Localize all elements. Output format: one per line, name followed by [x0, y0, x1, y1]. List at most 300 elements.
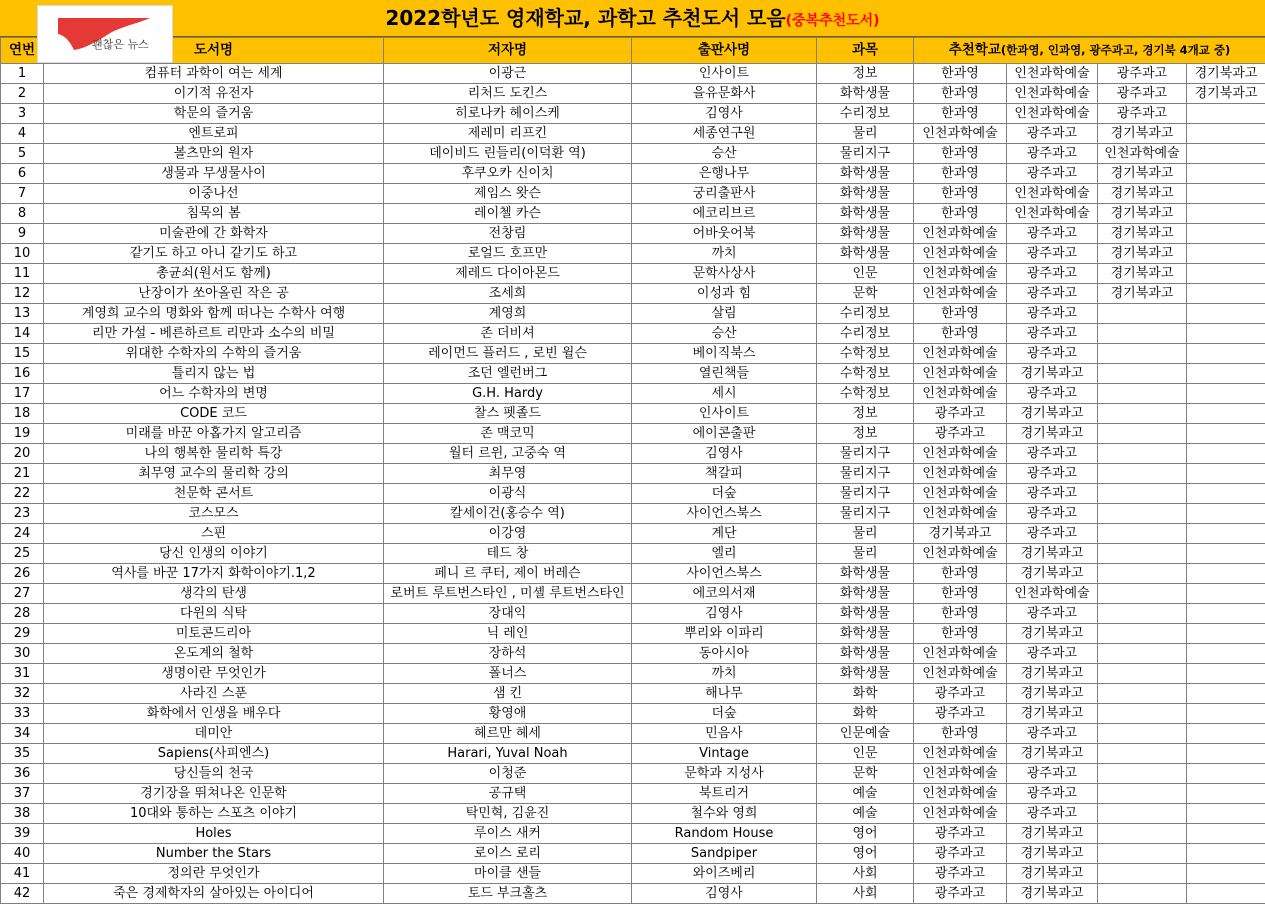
cell-school-4[interactable]: [1187, 264, 1265, 284]
cell-num[interactable]: 26: [1, 564, 44, 584]
cell-school-4[interactable]: [1187, 664, 1265, 684]
cell-author[interactable]: Harari, Yuval Noah: [384, 744, 632, 764]
cell-subject[interactable]: 물리지구: [817, 504, 914, 524]
cell-school-4[interactable]: [1187, 844, 1265, 864]
cell-school-1[interactable]: 인천과학예술: [914, 364, 1007, 384]
cell-author[interactable]: G.H. Hardy: [384, 384, 632, 404]
cell-title[interactable]: 10대와 통하는 스포츠 이야기: [44, 804, 384, 824]
cell-school-1[interactable]: 한과영: [914, 724, 1007, 744]
cell-school-2[interactable]: 광주과고: [1007, 284, 1098, 304]
cell-school-1[interactable]: 광주과고: [914, 884, 1007, 904]
cell-school-3[interactable]: [1098, 504, 1187, 524]
cell-publisher[interactable]: 세시: [632, 384, 817, 404]
cell-subject[interactable]: 수학정보: [817, 384, 914, 404]
cell-publisher[interactable]: 에이콘출판: [632, 424, 817, 444]
cell-title[interactable]: 학문의 즐거움: [44, 104, 384, 124]
cell-school-3[interactable]: [1098, 544, 1187, 564]
cell-school-3[interactable]: [1098, 364, 1187, 384]
cell-school-2[interactable]: 광주과고: [1007, 264, 1098, 284]
cell-title[interactable]: 생각의 탄생: [44, 584, 384, 604]
cell-num[interactable]: 18: [1, 404, 44, 424]
cell-school-1[interactable]: 광주과고: [914, 844, 1007, 864]
cell-school-2[interactable]: 광주과고: [1007, 484, 1098, 504]
cell-subject[interactable]: 물리: [817, 524, 914, 544]
cell-school-3[interactable]: 광주과고: [1098, 104, 1187, 124]
cell-title[interactable]: 최무영 교수의 물리학 강의: [44, 464, 384, 484]
cell-school-4[interactable]: [1187, 724, 1265, 744]
cell-num[interactable]: 14: [1, 324, 44, 344]
cell-school-1[interactable]: 인천과학예술: [914, 384, 1007, 404]
cell-num[interactable]: 30: [1, 644, 44, 664]
cell-title[interactable]: 스핀: [44, 524, 384, 544]
cell-subject[interactable]: 화학생물: [817, 604, 914, 624]
cell-num[interactable]: 21: [1, 464, 44, 484]
cell-school-2[interactable]: 경기북과고: [1007, 704, 1098, 724]
cell-title[interactable]: 틀리지 않는 법: [44, 364, 384, 384]
cell-publisher[interactable]: 김영사: [632, 604, 817, 624]
cell-publisher[interactable]: 민음사: [632, 724, 817, 744]
cell-school-3[interactable]: [1098, 304, 1187, 324]
cell-school-2[interactable]: 인천과학예술: [1007, 584, 1098, 604]
cell-school-1[interactable]: 한과영: [914, 144, 1007, 164]
cell-school-1[interactable]: 경기북과고: [914, 524, 1007, 544]
cell-publisher[interactable]: 을유문화사: [632, 84, 817, 104]
cell-school-3[interactable]: [1098, 784, 1187, 804]
cell-school-4[interactable]: [1187, 544, 1265, 564]
cell-title[interactable]: 천문학 콘서트: [44, 484, 384, 504]
cell-author[interactable]: 헤르만 헤세: [384, 724, 632, 744]
cell-school-1[interactable]: 한과영: [914, 64, 1007, 84]
cell-school-3[interactable]: 경기북과고: [1098, 204, 1187, 224]
cell-publisher[interactable]: 세종연구원: [632, 124, 817, 144]
cell-school-2[interactable]: 광주과고: [1007, 244, 1098, 264]
cell-num[interactable]: 38: [1, 804, 44, 824]
cell-school-1[interactable]: 인천과학예술: [914, 344, 1007, 364]
cell-school-3[interactable]: [1098, 484, 1187, 504]
cell-school-4[interactable]: 경기북과고: [1187, 64, 1265, 84]
cell-school-1[interactable]: 인천과학예술: [914, 124, 1007, 144]
cell-author[interactable]: 후쿠오카 신이치: [384, 164, 632, 184]
cell-publisher[interactable]: 이성과 힘: [632, 284, 817, 304]
cell-num[interactable]: 20: [1, 444, 44, 464]
cell-school-3[interactable]: [1098, 724, 1187, 744]
cell-school-4[interactable]: [1187, 524, 1265, 544]
cell-school-1[interactable]: 인천과학예술: [914, 464, 1007, 484]
cell-num[interactable]: 2: [1, 84, 44, 104]
cell-school-3[interactable]: 경기북과고: [1098, 124, 1187, 144]
cell-school-3[interactable]: [1098, 384, 1187, 404]
cell-school-2[interactable]: 인천과학예술: [1007, 64, 1098, 84]
cell-title[interactable]: 계영희 교수의 명화와 함께 떠나는 수학사 여행: [44, 304, 384, 324]
cell-author[interactable]: 히로나카 헤이스케: [384, 104, 632, 124]
cell-school-4[interactable]: [1187, 484, 1265, 504]
cell-school-3[interactable]: [1098, 564, 1187, 584]
cell-school-1[interactable]: 광주과고: [914, 704, 1007, 724]
cell-school-4[interactable]: [1187, 304, 1265, 324]
cell-school-3[interactable]: [1098, 404, 1187, 424]
cell-title[interactable]: 데미안: [44, 724, 384, 744]
cell-title[interactable]: 죽은 경제학자의 살아있는 아이디어: [44, 884, 384, 904]
cell-num[interactable]: 28: [1, 604, 44, 624]
cell-author[interactable]: 조세희: [384, 284, 632, 304]
cell-school-2[interactable]: 광주과고: [1007, 804, 1098, 824]
cell-school-2[interactable]: 인천과학예술: [1007, 184, 1098, 204]
cell-title[interactable]: 코스모스: [44, 504, 384, 524]
cell-school-1[interactable]: 한과영: [914, 624, 1007, 644]
cell-author[interactable]: 로얼드 호프만: [384, 244, 632, 264]
cell-title[interactable]: 침묵의 봄: [44, 204, 384, 224]
cell-school-3[interactable]: [1098, 524, 1187, 544]
cell-author[interactable]: 레이첼 카슨: [384, 204, 632, 224]
cell-num[interactable]: 29: [1, 624, 44, 644]
cell-school-3[interactable]: [1098, 444, 1187, 464]
cell-num[interactable]: 1: [1, 64, 44, 84]
cell-school-1[interactable]: 인천과학예술: [914, 484, 1007, 504]
cell-school-1[interactable]: 인천과학예술: [914, 744, 1007, 764]
cell-author[interactable]: 로이스 로리: [384, 844, 632, 864]
cell-subject[interactable]: 영어: [817, 844, 914, 864]
cell-publisher[interactable]: 책갈피: [632, 464, 817, 484]
cell-school-1[interactable]: 광주과고: [914, 404, 1007, 424]
cell-num[interactable]: 17: [1, 384, 44, 404]
cell-publisher[interactable]: 김영사: [632, 444, 817, 464]
cell-publisher[interactable]: 해나무: [632, 684, 817, 704]
cell-school-3[interactable]: 광주과고: [1098, 84, 1187, 104]
cell-author[interactable]: 이강영: [384, 524, 632, 544]
cell-author[interactable]: 장하석: [384, 644, 632, 664]
cell-author[interactable]: 레이먼드 플러드 , 로빈 윌슨: [384, 344, 632, 364]
cell-school-4[interactable]: [1187, 744, 1265, 764]
cell-subject[interactable]: 인문예술: [817, 724, 914, 744]
cell-author[interactable]: 최무영: [384, 464, 632, 484]
cell-subject[interactable]: 문학: [817, 764, 914, 784]
cell-school-2[interactable]: 광주과고: [1007, 524, 1098, 544]
cell-school-2[interactable]: 경기북과고: [1007, 824, 1098, 844]
cell-subject[interactable]: 사회: [817, 864, 914, 884]
cell-subject[interactable]: 물리지구: [817, 144, 914, 164]
cell-publisher[interactable]: 까치: [632, 664, 817, 684]
cell-publisher[interactable]: 뿌리와 이파리: [632, 624, 817, 644]
cell-school-4[interactable]: 경기북과고: [1187, 84, 1265, 104]
cell-num[interactable]: 11: [1, 264, 44, 284]
cell-title[interactable]: 경기장을 뛰쳐나온 인문학: [44, 784, 384, 804]
cell-subject[interactable]: 수리정보: [817, 104, 914, 124]
cell-school-3[interactable]: [1098, 644, 1187, 664]
cell-num[interactable]: 23: [1, 504, 44, 524]
cell-school-3[interactable]: [1098, 344, 1187, 364]
cell-subject[interactable]: 수리정보: [817, 304, 914, 324]
cell-title[interactable]: 당신 인생의 이야기: [44, 544, 384, 564]
cell-school-3[interactable]: [1098, 584, 1187, 604]
cell-author[interactable]: 이광근: [384, 64, 632, 84]
cell-author[interactable]: 이광식: [384, 484, 632, 504]
cell-school-4[interactable]: [1187, 564, 1265, 584]
cell-subject[interactable]: 수학정보: [817, 344, 914, 364]
cell-publisher[interactable]: 더숲: [632, 484, 817, 504]
cell-subject[interactable]: 화학생물: [817, 224, 914, 244]
cell-school-2[interactable]: 광주과고: [1007, 224, 1098, 244]
cell-title[interactable]: 역사를 바꾼 17가지 화학이야기.1,2: [44, 564, 384, 584]
cell-publisher[interactable]: Sandpiper: [632, 844, 817, 864]
cell-school-2[interactable]: 경기북과고: [1007, 424, 1098, 444]
cell-publisher[interactable]: 더숲: [632, 704, 817, 724]
cell-subject[interactable]: 화학: [817, 684, 914, 704]
cell-subject[interactable]: 수학정보: [817, 364, 914, 384]
cell-title[interactable]: 같기도 하고 아니 같기도 하고: [44, 244, 384, 264]
cell-author[interactable]: 탁민혁, 김윤진: [384, 804, 632, 824]
cell-school-1[interactable]: 인천과학예술: [914, 664, 1007, 684]
cell-subject[interactable]: 화학생물: [817, 664, 914, 684]
cell-subject[interactable]: 화학생물: [817, 184, 914, 204]
cell-school-1[interactable]: 인천과학예술: [914, 764, 1007, 784]
cell-school-1[interactable]: 인천과학예술: [914, 544, 1007, 564]
cell-num[interactable]: 13: [1, 304, 44, 324]
cell-school-1[interactable]: 인천과학예술: [914, 444, 1007, 464]
cell-school-4[interactable]: [1187, 364, 1265, 384]
cell-school-4[interactable]: [1187, 624, 1265, 644]
cell-school-1[interactable]: 인천과학예술: [914, 284, 1007, 304]
cell-author[interactable]: 존 맥코믹: [384, 424, 632, 444]
cell-school-3[interactable]: [1098, 684, 1187, 704]
cell-author[interactable]: 토드 부크홀츠: [384, 884, 632, 904]
cell-author[interactable]: 로버트 루트번스타인 , 미셸 루트번스타인: [384, 584, 632, 604]
cell-publisher[interactable]: 김영사: [632, 884, 817, 904]
cell-school-3[interactable]: [1098, 324, 1187, 344]
cell-school-1[interactable]: 한과영: [914, 564, 1007, 584]
cell-school-3[interactable]: 경기북과고: [1098, 284, 1187, 304]
cell-school-3[interactable]: [1098, 464, 1187, 484]
cell-school-4[interactable]: [1187, 584, 1265, 604]
cell-school-2[interactable]: 광주과고: [1007, 464, 1098, 484]
cell-title[interactable]: CODE 코드: [44, 404, 384, 424]
cell-school-4[interactable]: [1187, 464, 1265, 484]
cell-school-2[interactable]: 광주과고: [1007, 444, 1098, 464]
cell-school-3[interactable]: 인천과학예술: [1098, 144, 1187, 164]
cell-school-2[interactable]: 광주과고: [1007, 164, 1098, 184]
cell-publisher[interactable]: 은행나무: [632, 164, 817, 184]
cell-school-4[interactable]: [1187, 324, 1265, 344]
cell-school-1[interactable]: 광주과고: [914, 824, 1007, 844]
cell-school-4[interactable]: [1187, 144, 1265, 164]
cell-title[interactable]: 생명이란 무엇인가: [44, 664, 384, 684]
cell-school-4[interactable]: [1187, 704, 1265, 724]
cell-num[interactable]: 32: [1, 684, 44, 704]
cell-school-2[interactable]: 경기북과고: [1007, 684, 1098, 704]
cell-school-1[interactable]: 광주과고: [914, 424, 1007, 444]
cell-publisher[interactable]: 문학사상사: [632, 264, 817, 284]
cell-school-1[interactable]: 인천과학예술: [914, 264, 1007, 284]
cell-author[interactable]: 존 더비셔: [384, 324, 632, 344]
cell-school-2[interactable]: 광주과고: [1007, 304, 1098, 324]
cell-title[interactable]: 화학에서 인생을 배우다: [44, 704, 384, 724]
cell-title[interactable]: 볼츠만의 원자: [44, 144, 384, 164]
cell-num[interactable]: 25: [1, 544, 44, 564]
cell-school-4[interactable]: [1187, 784, 1265, 804]
cell-publisher[interactable]: 와이즈베리: [632, 864, 817, 884]
cell-author[interactable]: 장대익: [384, 604, 632, 624]
cell-school-1[interactable]: 한과영: [914, 84, 1007, 104]
cell-publisher[interactable]: 살림: [632, 304, 817, 324]
cell-school-4[interactable]: [1187, 124, 1265, 144]
cell-publisher[interactable]: 인사이트: [632, 64, 817, 84]
cell-school-3[interactable]: [1098, 804, 1187, 824]
cell-school-4[interactable]: [1187, 824, 1265, 844]
cell-school-2[interactable]: 경기북과고: [1007, 884, 1098, 904]
cell-subject[interactable]: 사회: [817, 884, 914, 904]
cell-subject[interactable]: 물리: [817, 124, 914, 144]
cell-school-4[interactable]: [1187, 884, 1265, 904]
cell-school-4[interactable]: [1187, 384, 1265, 404]
cell-school-3[interactable]: 경기북과고: [1098, 264, 1187, 284]
cell-author[interactable]: 마이클 샌들: [384, 864, 632, 884]
cell-school-1[interactable]: 한과영: [914, 324, 1007, 344]
cell-num[interactable]: 42: [1, 884, 44, 904]
cell-school-4[interactable]: [1187, 404, 1265, 424]
cell-author[interactable]: 이청준: [384, 764, 632, 784]
cell-title[interactable]: Number the Stars: [44, 844, 384, 864]
cell-num[interactable]: 10: [1, 244, 44, 264]
cell-author[interactable]: 전창림: [384, 224, 632, 244]
cell-title[interactable]: 나의 행복한 물리학 특강: [44, 444, 384, 464]
cell-school-1[interactable]: 인천과학예술: [914, 244, 1007, 264]
cell-school-2[interactable]: 광주과고: [1007, 144, 1098, 164]
cell-school-2[interactable]: 경기북과고: [1007, 564, 1098, 584]
cell-num[interactable]: 41: [1, 864, 44, 884]
cell-title[interactable]: 미토콘드리아: [44, 624, 384, 644]
cell-school-2[interactable]: 광주과고: [1007, 644, 1098, 664]
cell-subject[interactable]: 화학생물: [817, 84, 914, 104]
cell-title[interactable]: Sapiens(사피엔스): [44, 744, 384, 764]
cell-school-3[interactable]: 경기북과고: [1098, 244, 1187, 264]
cell-subject[interactable]: 인문: [817, 744, 914, 764]
cell-subject[interactable]: 예술: [817, 804, 914, 824]
cell-title[interactable]: 미래를 바꾼 아홉가지 알고리즘: [44, 424, 384, 444]
cell-num[interactable]: 33: [1, 704, 44, 724]
cell-school-4[interactable]: [1187, 424, 1265, 444]
cell-school-4[interactable]: [1187, 224, 1265, 244]
cell-num[interactable]: 31: [1, 664, 44, 684]
cell-publisher[interactable]: 북트리거: [632, 784, 817, 804]
cell-subject[interactable]: 문학: [817, 284, 914, 304]
cell-school-2[interactable]: 인천과학예술: [1007, 84, 1098, 104]
cell-author[interactable]: 계영희: [384, 304, 632, 324]
cell-author[interactable]: 폴너스: [384, 664, 632, 684]
cell-school-2[interactable]: 광주과고: [1007, 604, 1098, 624]
cell-school-4[interactable]: [1187, 504, 1265, 524]
cell-title[interactable]: 다윈의 식탁: [44, 604, 384, 624]
cell-school-4[interactable]: [1187, 764, 1265, 784]
cell-num[interactable]: 35: [1, 744, 44, 764]
cell-publisher[interactable]: 승산: [632, 144, 817, 164]
cell-subject[interactable]: 정보: [817, 64, 914, 84]
cell-publisher[interactable]: Random House: [632, 824, 817, 844]
cell-num[interactable]: 37: [1, 784, 44, 804]
cell-subject[interactable]: 수리정보: [817, 324, 914, 344]
cell-num[interactable]: 4: [1, 124, 44, 144]
cell-school-4[interactable]: [1187, 184, 1265, 204]
cell-author[interactable]: 제임스 왓슨: [384, 184, 632, 204]
cell-school-2[interactable]: 경기북과고: [1007, 664, 1098, 684]
cell-subject[interactable]: 영어: [817, 824, 914, 844]
cell-school-2[interactable]: 광주과고: [1007, 764, 1098, 784]
cell-school-4[interactable]: [1187, 684, 1265, 704]
cell-school-1[interactable]: 한과영: [914, 164, 1007, 184]
cell-num[interactable]: 34: [1, 724, 44, 744]
cell-author[interactable]: 리처드 도킨스: [384, 84, 632, 104]
cell-num[interactable]: 15: [1, 344, 44, 364]
cell-author[interactable]: 페니 르 쿠터, 제이 버레슨: [384, 564, 632, 584]
cell-title[interactable]: 난장이가 쏘아올린 작은 공: [44, 284, 384, 304]
cell-author[interactable]: 공규택: [384, 784, 632, 804]
cell-publisher[interactable]: 김영사: [632, 104, 817, 124]
cell-school-4[interactable]: [1187, 644, 1265, 664]
cell-school-1[interactable]: 인천과학예술: [914, 784, 1007, 804]
cell-publisher[interactable]: Vintage: [632, 744, 817, 764]
cell-school-1[interactable]: 광주과고: [914, 864, 1007, 884]
cell-publisher[interactable]: 베이직북스: [632, 344, 817, 364]
cell-school-4[interactable]: [1187, 164, 1265, 184]
cell-subject[interactable]: 물리지구: [817, 444, 914, 464]
cell-school-3[interactable]: 경기북과고: [1098, 224, 1187, 244]
cell-num[interactable]: 22: [1, 484, 44, 504]
cell-school-4[interactable]: [1187, 284, 1265, 304]
cell-school-2[interactable]: 광주과고: [1007, 344, 1098, 364]
cell-school-4[interactable]: [1187, 604, 1265, 624]
cell-school-2[interactable]: 경기북과고: [1007, 844, 1098, 864]
cell-school-4[interactable]: [1187, 344, 1265, 364]
cell-subject[interactable]: 화학생물: [817, 624, 914, 644]
cell-author[interactable]: 제레드 다이아몬드: [384, 264, 632, 284]
cell-title[interactable]: 생물과 무생물사이: [44, 164, 384, 184]
cell-publisher[interactable]: 엘리: [632, 544, 817, 564]
cell-subject[interactable]: 화학생물: [817, 644, 914, 664]
cell-author[interactable]: 루이스 새커: [384, 824, 632, 844]
cell-author[interactable]: 칼세이건(홍승수 역): [384, 504, 632, 524]
cell-subject[interactable]: 화학생물: [817, 204, 914, 224]
cell-num[interactable]: 3: [1, 104, 44, 124]
cell-school-1[interactable]: 인천과학예술: [914, 644, 1007, 664]
cell-title[interactable]: 미술관에 간 화학자: [44, 224, 384, 244]
cell-author[interactable]: 제레미 리프킨: [384, 124, 632, 144]
cell-school-2[interactable]: 인천과학예술: [1007, 204, 1098, 224]
cell-subject[interactable]: 화학생물: [817, 584, 914, 604]
cell-publisher[interactable]: 철수와 영희: [632, 804, 817, 824]
cell-title[interactable]: Holes: [44, 824, 384, 844]
cell-author[interactable]: 조던 엘런버그: [384, 364, 632, 384]
cell-school-2[interactable]: 인천과학예술: [1007, 104, 1098, 124]
cell-school-4[interactable]: [1187, 864, 1265, 884]
cell-author[interactable]: 샘 킨: [384, 684, 632, 704]
cell-title[interactable]: 당신들의 천국: [44, 764, 384, 784]
cell-school-2[interactable]: 경기북과고: [1007, 624, 1098, 644]
cell-school-2[interactable]: 광주과고: [1007, 324, 1098, 344]
cell-publisher[interactable]: 동아시아: [632, 644, 817, 664]
cell-school-3[interactable]: [1098, 764, 1187, 784]
cell-publisher[interactable]: 열린책들: [632, 364, 817, 384]
cell-publisher[interactable]: 승산: [632, 324, 817, 344]
cell-school-2[interactable]: 경기북과고: [1007, 364, 1098, 384]
cell-school-1[interactable]: 인천과학예술: [914, 504, 1007, 524]
cell-subject[interactable]: 화학생물: [817, 244, 914, 264]
cell-title[interactable]: 정의란 무엇인가: [44, 864, 384, 884]
cell-num[interactable]: 40: [1, 844, 44, 864]
cell-school-3[interactable]: [1098, 744, 1187, 764]
cell-school-2[interactable]: 경기북과고: [1007, 544, 1098, 564]
cell-school-2[interactable]: 광주과고: [1007, 784, 1098, 804]
cell-publisher[interactable]: 계단: [632, 524, 817, 544]
cell-school-3[interactable]: 경기북과고: [1098, 184, 1187, 204]
cell-title[interactable]: 위대한 수학자의 수학의 즐거움: [44, 344, 384, 364]
